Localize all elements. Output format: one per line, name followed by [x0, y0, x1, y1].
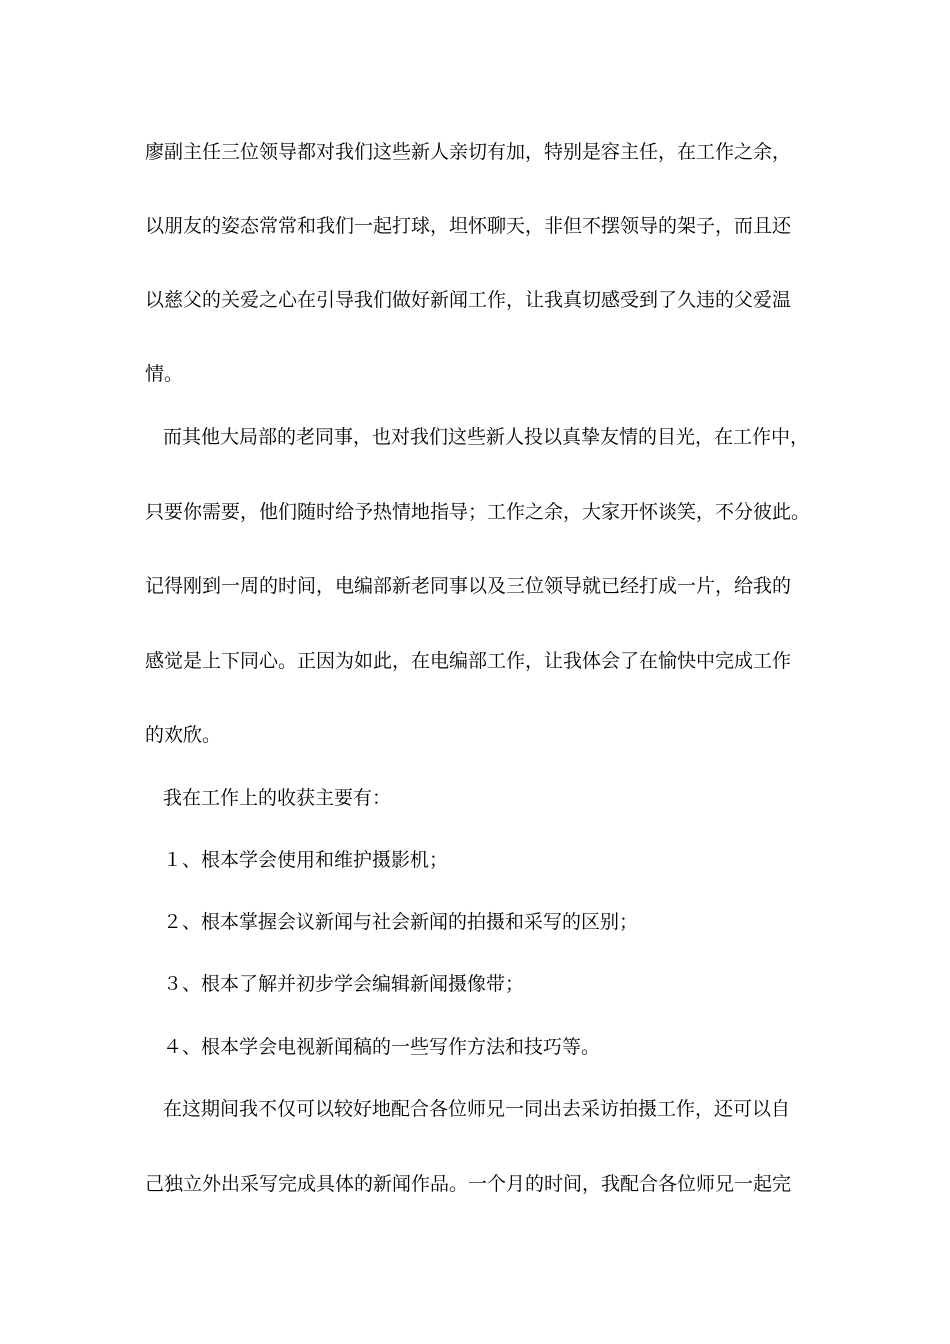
- paragraph-1-line-4: 情。: [145, 363, 184, 385]
- paragraph-2-line-3: 记得刚到一周的时间，电编部新老同事以及三位领导就已经打成一片，给我的: [145, 575, 792, 597]
- paragraph-2-line-2: 只要你需要，他们随时给予热情地指导；工作之余，大家开怀谈笑，不分彼此。: [145, 501, 811, 523]
- paragraph-3-line-1: 在这期间我不仅可以较好地配合各位师兄一同出去采访拍摄工作，还可以自: [163, 1098, 791, 1120]
- harvest-item-4: ４、根本学会电视新闻稿的一些写作方法和技巧等。: [163, 1036, 601, 1058]
- harvest-intro: 我在工作上的收获主要有：: [163, 787, 392, 809]
- harvest-item-2: ２、根本掌握会议新闻与社会新闻的拍摄和采写的区别；: [163, 911, 639, 933]
- paragraph-2-line-5: 的欢欣。: [145, 724, 222, 746]
- harvest-item-1: １、根本学会使用和维护摄影机；: [163, 849, 449, 871]
- paragraph-1-line-2: 以朋友的姿态常常和我们一起打球，坦怀聊天，非但不摆领导的架子，而且还: [145, 215, 792, 237]
- paragraph-3-line-2: 己独立外出采写完成具体的新闻作品。一个月的时间，我配合各位师兄一起完: [145, 1173, 792, 1195]
- paragraph-1-line-1: 廖副主任三位领导都对我们这些新人亲切有加，特别是容主任，在工作之余，: [145, 141, 792, 163]
- harvest-item-3: ３、根本了解并初步学会编辑新闻摄像带；: [163, 973, 525, 995]
- paragraph-1-line-3: 以慈父的关爱之心在引导我们做好新闻工作，让我真切感受到了久违的父爱温: [145, 289, 792, 311]
- paragraph-2-line-4: 感觉是上下同心。正因为如此，在电编部工作，让我体会了在愉快中完成工作: [145, 650, 792, 672]
- paragraph-2-line-1: 而其他大局部的老同事，也对我们这些新人投以真挚友情的目光，在工作中，: [163, 426, 810, 448]
